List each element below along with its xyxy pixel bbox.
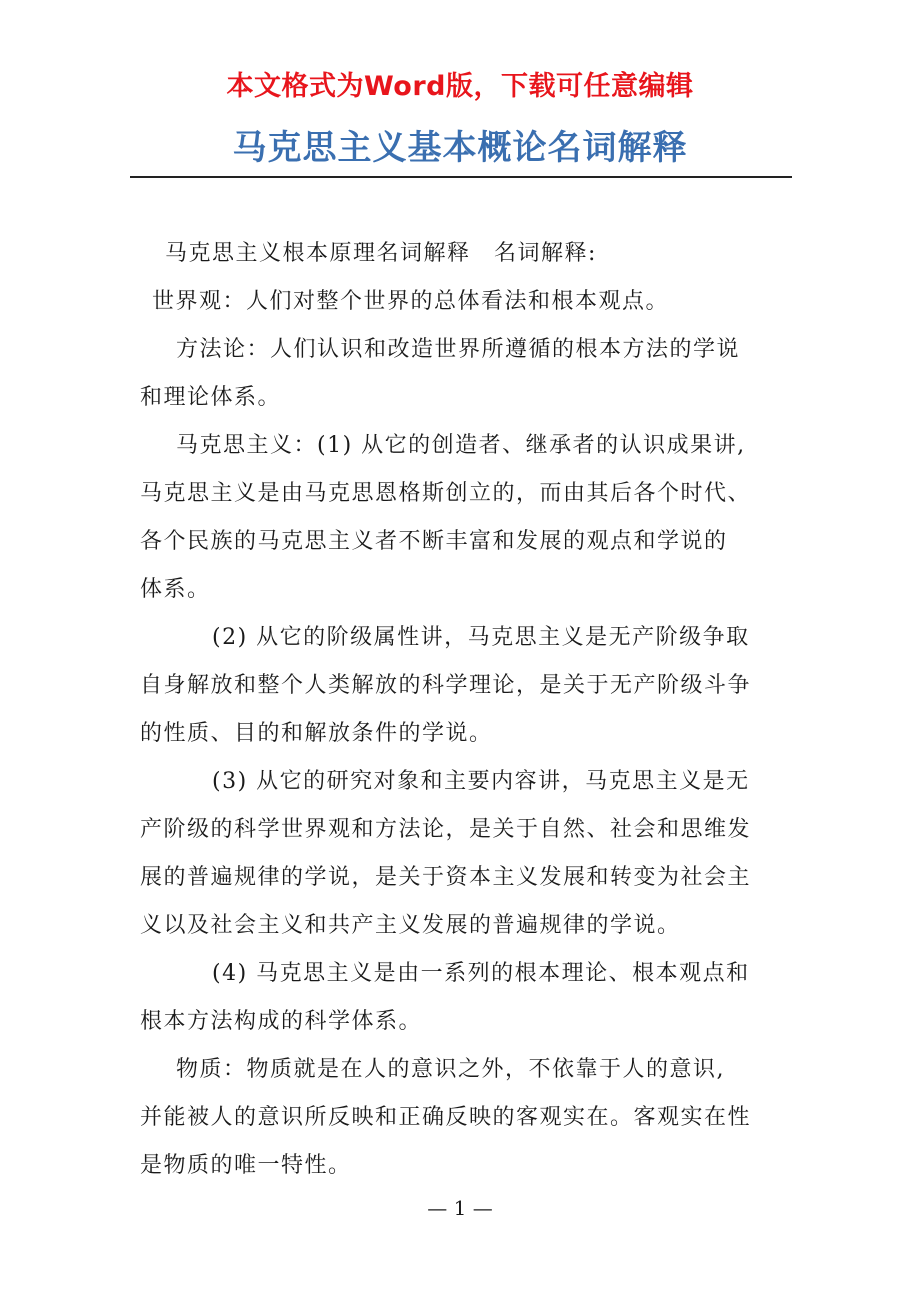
paragraph-line: 义以及社会主义和共产主义发展的普遍规律的学说。 (140, 913, 681, 938)
paragraph-line: (3) 从它的研究对象和主要内容讲，马克思主义是无 (212, 769, 750, 794)
title-divider (130, 176, 792, 178)
document-title: 马克思主义基本概论名词解释 (232, 128, 688, 168)
paragraph-line: 的性质、目的和解放条件的学说。 (140, 721, 493, 746)
paragraph-line: 方法论：人们认识和改造世界所遵循的根本方法的学说 (176, 337, 741, 362)
page-number: — 1 — (427, 1196, 493, 1220)
paragraph-line: 并能被人的意识所反映和正确反映的客观实在。客观实在性 (140, 1105, 752, 1130)
paragraph-line: 和理论体系。 (140, 385, 282, 410)
paragraph-line: (2) 从它的阶级属性讲，马克思主义是无产阶级争取 (212, 625, 750, 650)
paragraph-line: 马克思主义：(1) 从它的创造者、继承者的认识成果讲, (176, 433, 746, 458)
paragraph-line: 马克思主义根本原理名词解释 名词解释: (165, 241, 597, 266)
paragraph-line: 根本方法构成的科学体系。 (140, 1009, 423, 1034)
paragraph-line: 产阶级的科学世界观和方法论，是关于自然、社会和思维发 (140, 817, 752, 842)
paragraph-line: 自身解放和整个人类解放的科学理论，是关于无产阶级斗争 (140, 673, 752, 698)
paragraph-line: 体系。 (140, 577, 211, 602)
paragraph-line: 展的普遍规律的学说，是关于资本主义发展和转变为社会主 (140, 865, 752, 890)
paragraph-line: 各个民族的马克思主义者不断丰富和发展的观点和学说的 (140, 529, 728, 554)
document-body (140, 230, 790, 1190)
format-notice: 本文格式为Word版，下载可任意编辑 (226, 71, 694, 102)
paragraph-line: 世界观：人们对整个世界的总体看法和根本观点。 (152, 289, 670, 314)
paragraph-line: (4) 马克思主义是由一系列的根本理论、根本观点和 (212, 961, 750, 986)
paragraph-line: 物质：物质就是在人的意识之外，不依靠于人的意识, (176, 1057, 725, 1082)
paragraph-line: 是物质的唯一特性。 (140, 1153, 352, 1178)
paragraph-line: 马克思主义是由马克思恩格斯创立的，而由其后各个时代、 (140, 481, 752, 506)
